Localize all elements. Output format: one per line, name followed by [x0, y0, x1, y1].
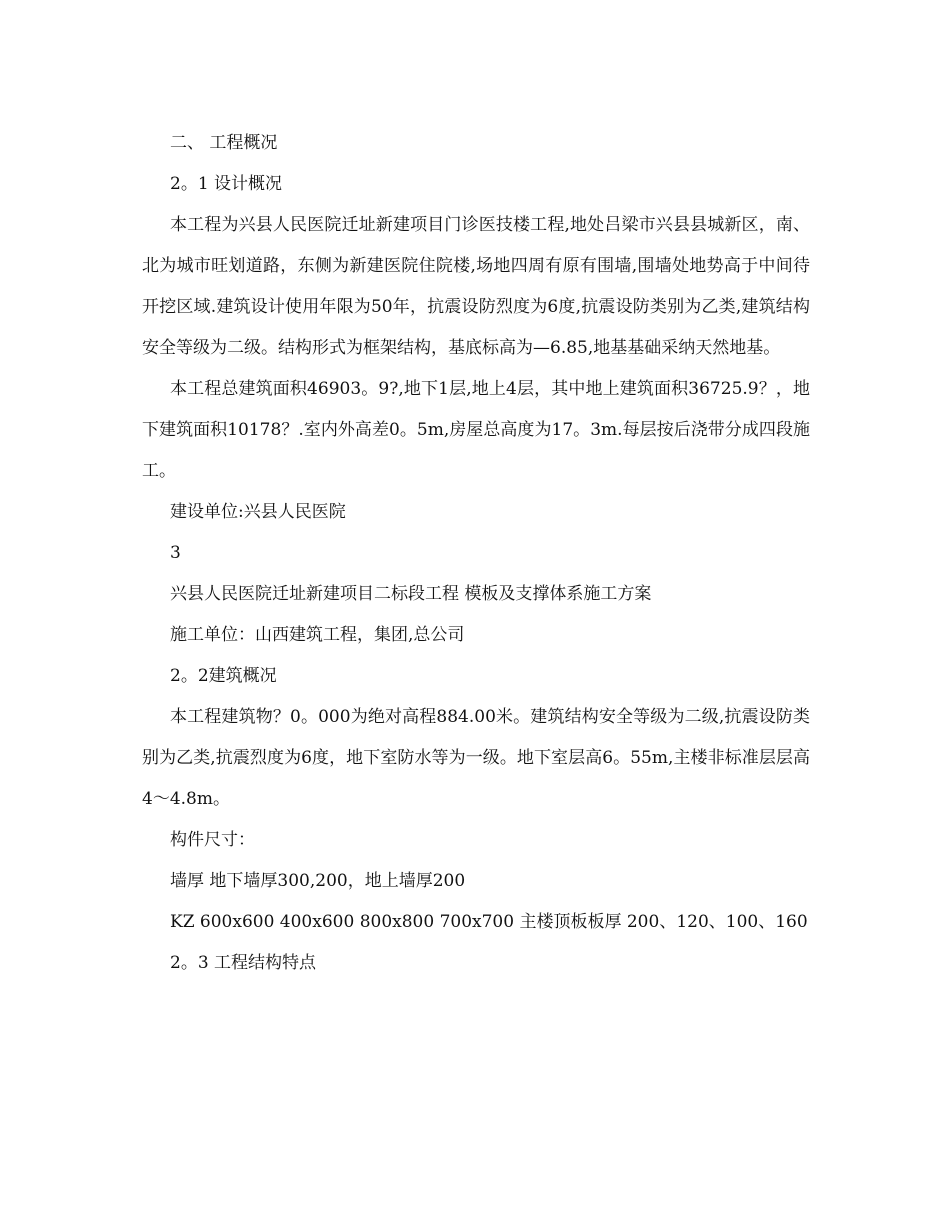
paragraph-building-area: 本工程总建筑面积46903。9?,地下1层,地上4层，其中地上建筑面积36725.9？，地下建筑面积10178？.室内外高差0。5m,房屋总高度为17。3m.每层按后浇带分成四段施工。 — [142, 379, 810, 481]
page-number: 3 — [170, 543, 181, 563]
wall-thickness-line: 墙厚 地下墙厚300,200，地上墙厚200 — [170, 871, 466, 891]
section-heading: 二、 工程概况 — [170, 133, 278, 153]
paragraph-design-overview: 本工程为兴县人民医院迁址新建项目门诊医技楼工程,地处吕梁市兴县县城新区，南、北为城市旺划道路，东侧为新建医院住院楼,场地四周有原有围墙,围墙处地势高于中间待开挖区域.建筑设计使用年限为50年，抗震设防烈度为6度,抗震设防类别为乙类,建筑结构安全等级为二级。结构形式为框架结构，基底标高为—6.85,地基基础采纳天然地基。 — [142, 215, 810, 358]
component-dimensions-label: 构件尺寸： — [170, 830, 255, 850]
paragraph-architecture: 本工程建筑物？0。000为绝对高程884.00米。建筑结构安全等级为二级,抗震设防类别为乙类,抗震烈度为6度，地下室防水等为一级。地下室层高6。55m,主楼非标准层层高4～4.8m。 — [142, 707, 810, 809]
subsection-heading-design: 2。1 设计概况 — [170, 174, 283, 194]
document-body — [142, 126, 810, 987]
contractor-line: 施工单位：山西建筑工程，集团,总公司 — [170, 625, 465, 645]
column-sizes-line: KZ 600x600 400x600 800x800 700x700 主楼顶板板厚 200、120、100、160 — [170, 912, 808, 932]
client-line: 建设单位:兴县人民医院 — [170, 502, 346, 522]
subsection-heading-structure: 2。3 工程结构特点 — [170, 953, 317, 973]
subsection-heading-architecture: 2。2建筑概况 — [170, 666, 277, 686]
project-title: 兴县人民医院迁址新建项目二标段工程 模板及支撑体系施工方案 — [170, 584, 652, 604]
